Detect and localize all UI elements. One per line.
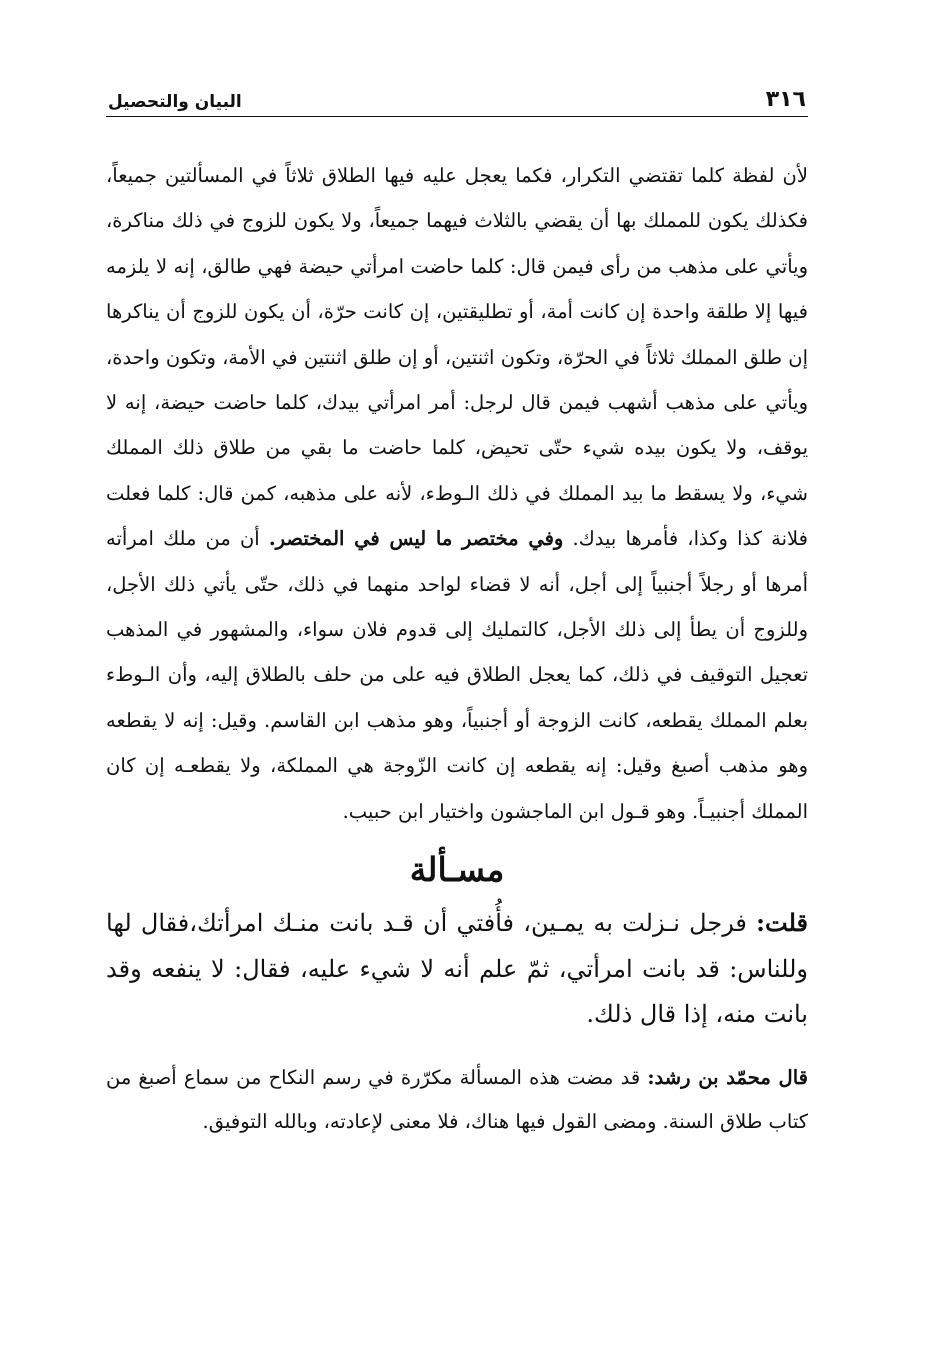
book-page: [106, 78, 808, 1144]
answer-paragraph: [106, 1056, 808, 1144]
running-header: [106, 78, 808, 117]
question-paragraph: [106, 900, 808, 1038]
question-text: فرجل نـزلت به يمـين، فأُفتي أن قـد بانت منـك امرأتك،فقال لها وللناس: قد بانت امرأتي، ثمّ علم أنه لا شيء عليه، فقال: لا ينفعه وقد بانت منه، إذا قال ذلك.: [106, 909, 808, 1029]
answer-text: قد مضت هذه المسألة مكرّرة في رسم النكاح من سماع أصبغ من كتاب طلاق السنة. ومضى القول فيها هناك، فلا معنى لإعادته، وبالله التوفيق.: [106, 1065, 808, 1133]
answer-lead: قال محمّد بن رشد:: [647, 1065, 808, 1089]
paragraph-text-continued: أن من ملك امرأته أمرها أو رجلاً أجنبياً إلى أجل، أنه لا قضاء لواحد منهما في ذلك، حتّى يأتي ذلك الأجل، وللزوج أن يطأ إلى ذلك الأجل، كالتمليك إلى قدوم فلان سواء، والمشهور في المذهب تعجيل التوقيف في ذلك، كما يعجل الطلاق فيه على من حلف بالطلاق إليه، وأن الـوطء بعلم المملك يقطعه، كانت الزوجة أو أجنبياً، وهو مذهب ابن القاسم. وقيل: إنه لا يقطعه وهو مذهب أصبغ وقيل: إنه يقطعه إن كانت الزّوجة هي المملكة، ولا يقطعـه إن كان المملك أجنبيـاً. وهو قـول ابن الماجشون واختيار ابن حبيب.: [106, 527, 808, 823]
paragraph-text: لأن لفظة كلما تقتضي التكرار، فكما يعجل عليه فيها الطلاق ثلاثاً في المسألتين جميعاً، فكذلك يكون للمملك بها أن يقضي بالثلاث فيهما جميعاً، ولا يكون للزوج في ذلك مناكرة، ويأتي على مذهب من رأى فيمن قال: كلما حاضت امرأتي حيضة فهي طالق، إنه لا يلزمه فيها إلا طلقة واحدة إن كانت أمة، أو تطليقتين، إن كانت حرّة، أن يكون للزوج أن يناكرها إن طلق المملك ثلاثاً في الحرّة، وتكون اثنتين، أو إن طلق اثنتين في الأمة، وتكون واحدة، ويأتي على مذهب أشهب فيمن قال لرجل: أمر امرأتي بيدك، كلما حاضت حيضة، إنه لا يوقف، ولا يكون بيده شيء حتّى تحيض، كلما حاضت ما بقي من طلاق ذلك المملك شيء، ولا يسقط ما بيد المملك في ذلك الـوطء، لأنه على مذهبه، كمن قال: كلما فعلت فلانة كذا وكذا، فأمرها بيدك.: [106, 164, 809, 551]
main-paragraph: [106, 153, 808, 834]
section-heading: مسـألة: [409, 850, 505, 890]
paragraph-bold-reference: وفي مختصر ما ليس في المختصر.: [268, 527, 564, 551]
book-title: البيان والتحصيل: [108, 92, 242, 112]
question-lead: قلت:: [756, 908, 808, 938]
page-number: ٣١٦: [765, 87, 806, 112]
